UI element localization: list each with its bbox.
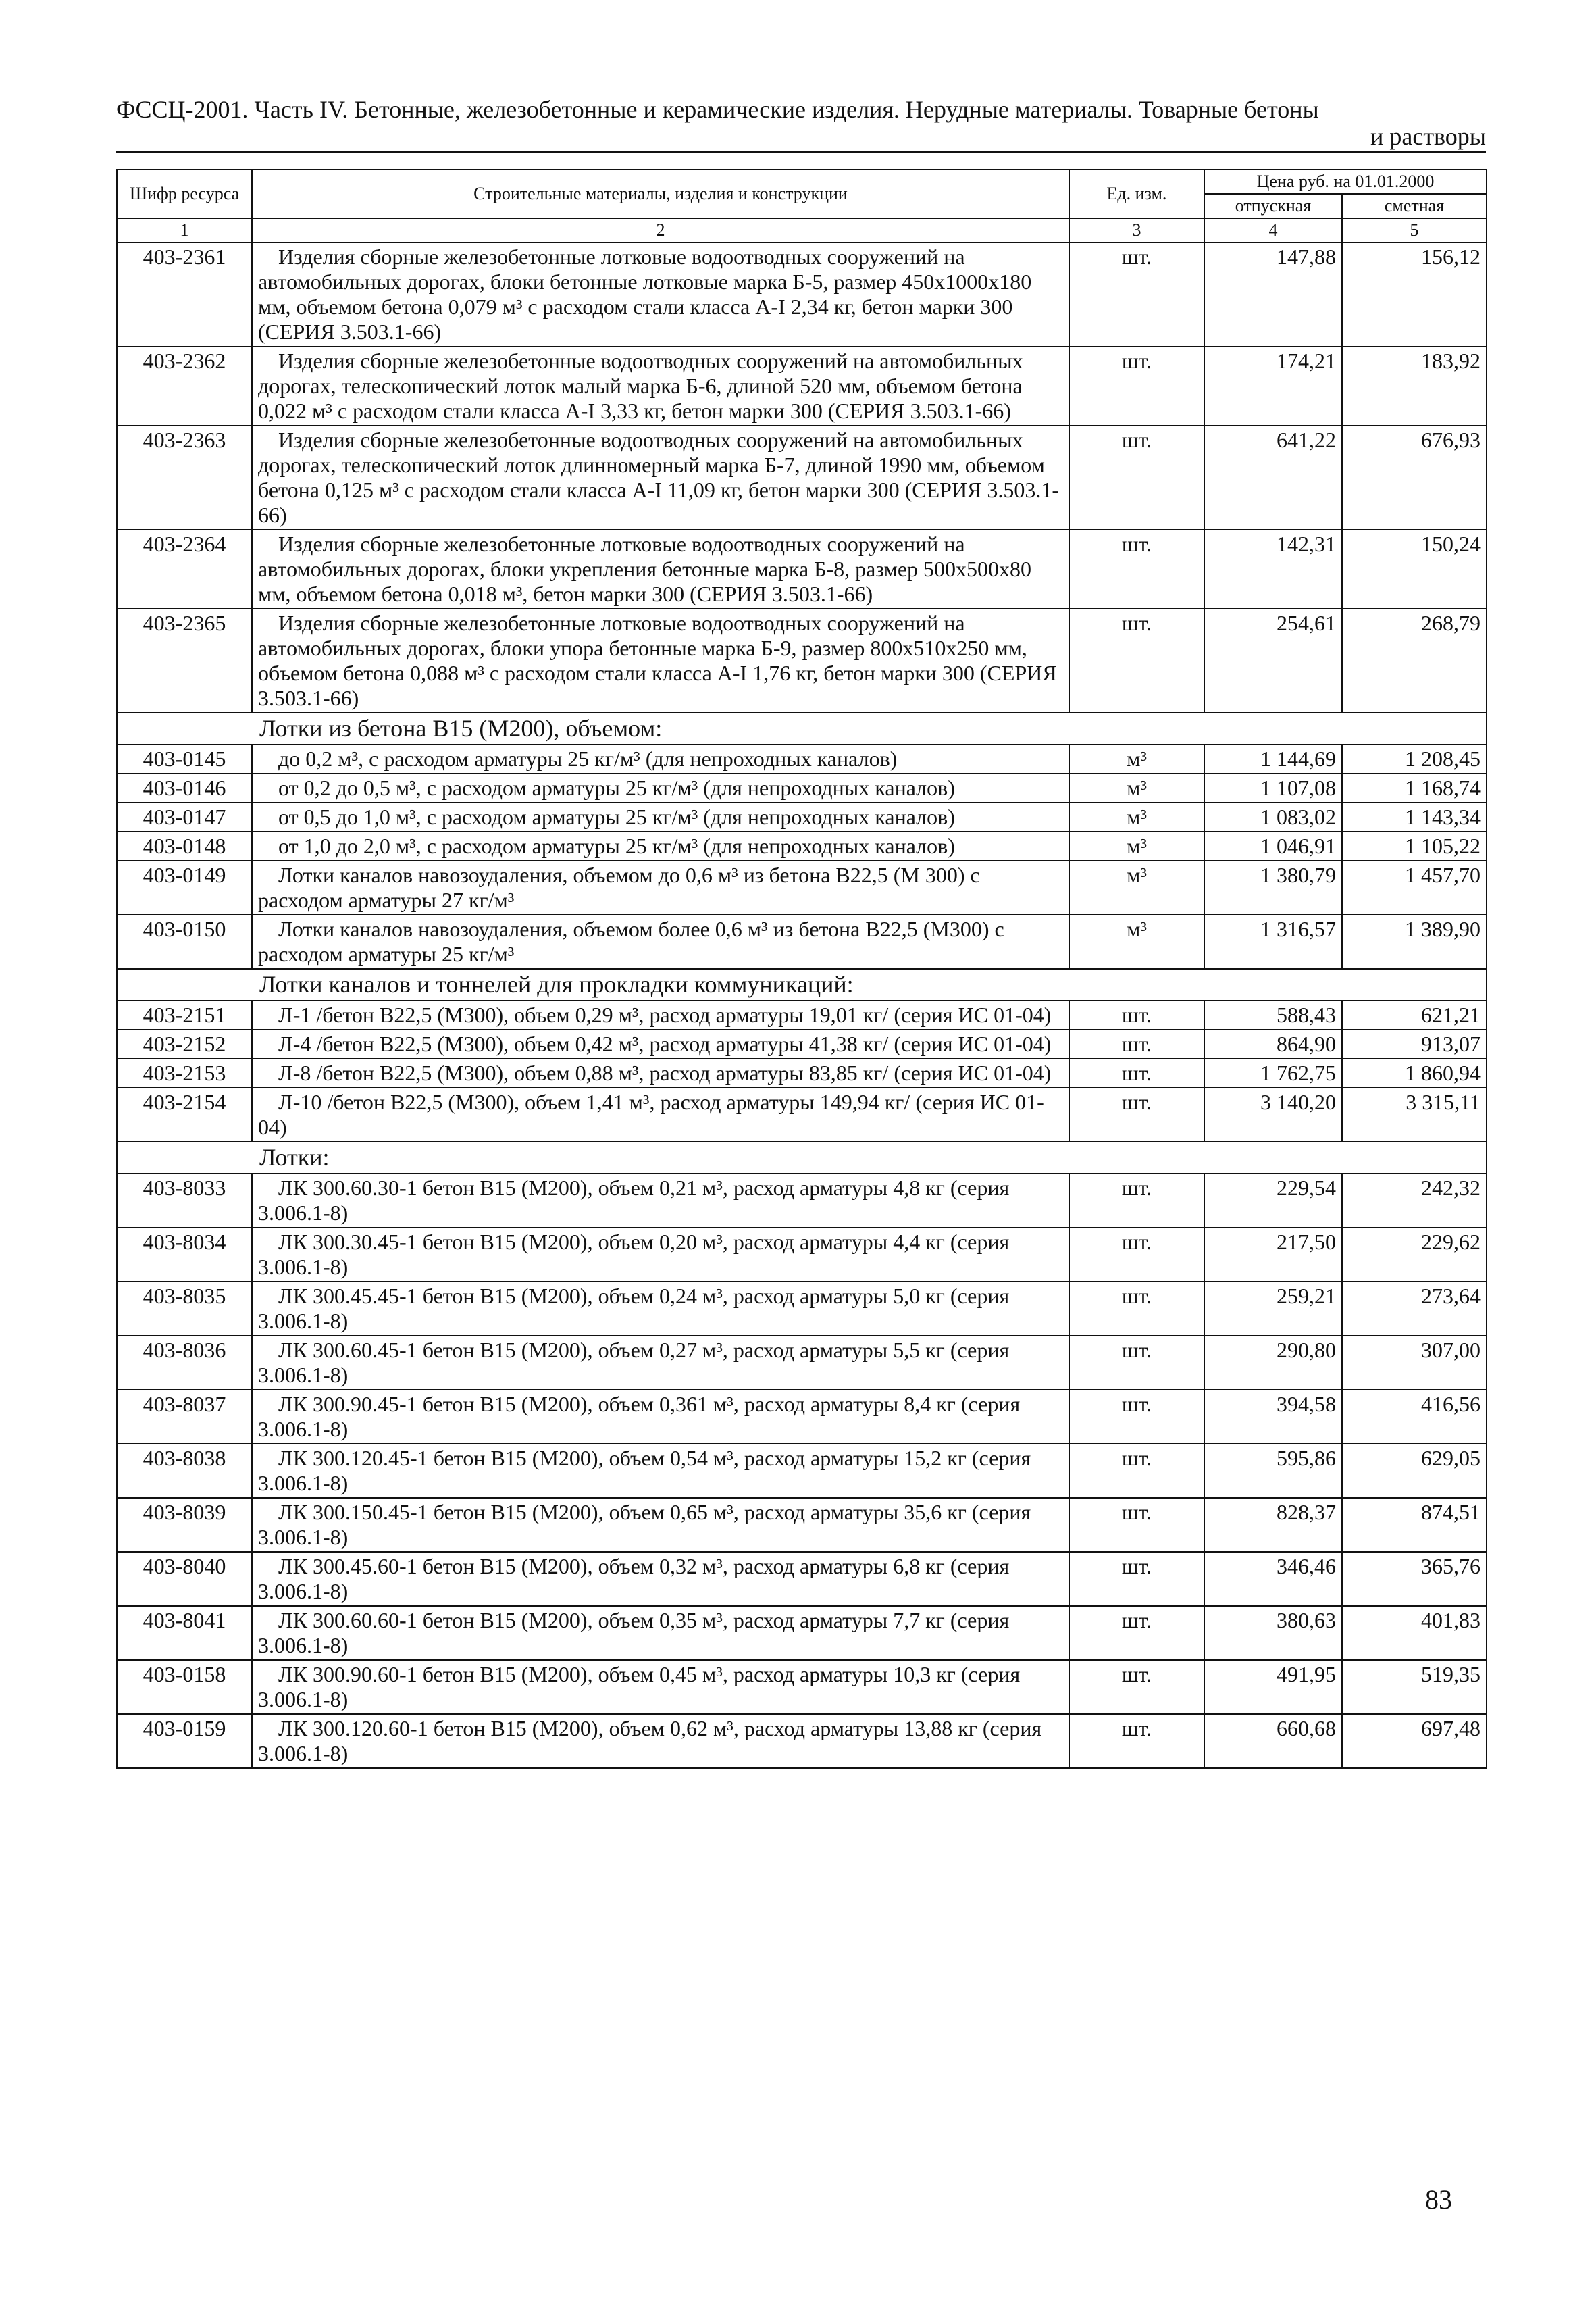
item-description: до 0,2 м³, с расходом арматуры 25 кг/м³ (для непроходных каналов) [252, 745, 1069, 774]
table-row [117, 243, 1487, 347]
release-price: 595,86 [1204, 1444, 1342, 1498]
unit-cell: шт. [1069, 426, 1204, 530]
unit-cell: шт. [1069, 1030, 1204, 1059]
item-description: от 0,2 до 0,5 м³, с расходом арматуры 25 кг/м³ (для непроходных каналов) [252, 774, 1069, 803]
column-number: 5 [1342, 218, 1487, 243]
estimate-price: 1 860,94 [1342, 1059, 1487, 1088]
unit-cell: шт. [1069, 1660, 1204, 1714]
unit-cell: м³ [1069, 915, 1204, 969]
section-title: Лотки из бетона В15 (М200), объемом: [117, 713, 1487, 745]
estimate-price: 401,83 [1342, 1606, 1487, 1660]
section-row [117, 1142, 1487, 1174]
item-description: Лотки каналов навозоудаления, объемом до 0,6 м³ из бетона В22,5 (М 300) с расходом арматуры 27 кг/м³ [252, 861, 1069, 915]
release-price: 380,63 [1204, 1606, 1342, 1660]
item-description: ЛК 300.45.60-1 бетон В15 (М200), объем 0,32 м³, расход арматуры 6,8 кг (серия 3.006.1-8) [252, 1552, 1069, 1606]
estimate-price: 365,76 [1342, 1552, 1487, 1606]
unit-cell: шт. [1069, 1282, 1204, 1336]
resource-code: 403-8034 [117, 1228, 252, 1282]
resource-code: 403-8039 [117, 1498, 252, 1552]
item-description: ЛК 300.60.30-1 бетон В15 (М200), объем 0,21 м³, расход арматуры 4,8 кг (серия 3.006.1-8) [252, 1174, 1069, 1228]
release-price: 346,46 [1204, 1552, 1342, 1606]
table-row [117, 347, 1487, 426]
resource-code: 403-8038 [117, 1444, 252, 1498]
release-price: 259,21 [1204, 1282, 1342, 1336]
table-row [117, 426, 1487, 530]
table-body [117, 243, 1487, 1768]
resource-code: 403-0147 [117, 803, 252, 832]
unit-cell: шт. [1069, 530, 1204, 609]
column-number: 3 [1069, 218, 1204, 243]
release-price: 1 762,75 [1204, 1059, 1342, 1088]
table-row [117, 745, 1487, 774]
release-price: 229,54 [1204, 1174, 1342, 1228]
unit-cell: м³ [1069, 745, 1204, 774]
estimate-price: 156,12 [1342, 243, 1487, 347]
resource-code: 403-8037 [117, 1390, 252, 1444]
item-description: Изделия сборные железобетонные водоотводных сооружений на автомобильных дорогах, телескопический лоток длинномерный марка Б-7, длиной 1990 мм, объемом бетона 0,125 м³ с расходом стали класса А-I 11,09 кг, бетон марки 300 (СЕРИЯ 3.503.1-66) [252, 426, 1069, 530]
unit-cell: м³ [1069, 861, 1204, 915]
release-price: 142,31 [1204, 530, 1342, 609]
estimate-price: 621,21 [1342, 1001, 1487, 1030]
table-row [117, 861, 1487, 915]
item-description: ЛК 300.60.45-1 бетон В15 (М200), объем 0,27 м³, расход арматуры 5,5 кг (серия 3.006.1-8) [252, 1336, 1069, 1390]
resource-code: 403-2153 [117, 1059, 252, 1088]
release-price: 174,21 [1204, 347, 1342, 426]
item-description: от 1,0 до 2,0 м³, с расходом арматуры 25 кг/м³ (для непроходных каналов) [252, 832, 1069, 861]
table-row [117, 1059, 1487, 1088]
release-price: 660,68 [1204, 1714, 1342, 1768]
resource-code: 403-0145 [117, 745, 252, 774]
column-header-code: Шифр ресурса [117, 170, 252, 218]
table-row [117, 1498, 1487, 1552]
unit-cell: шт. [1069, 1336, 1204, 1390]
release-price: 1 316,57 [1204, 915, 1342, 969]
estimate-price: 307,00 [1342, 1336, 1487, 1390]
resource-code: 403-8040 [117, 1552, 252, 1606]
item-description: Изделия сборные железобетонные водоотводных сооружений на автомобильных дорогах, телескопический лоток малый марка Б-6, длиной 520 мм, объемом бетона 0,022 м³ с расходом стали класса А-I 3,33 кг, бетон марки 300 (СЕРИЯ 3.503.1-66) [252, 347, 1069, 426]
resource-code: 403-0146 [117, 774, 252, 803]
column-header-estimate-price: сметная [1342, 194, 1487, 218]
resource-code: 403-8035 [117, 1282, 252, 1336]
resource-code: 403-0159 [117, 1714, 252, 1768]
estimate-price: 913,07 [1342, 1030, 1487, 1059]
page-header [116, 96, 1486, 153]
estimate-price: 183,92 [1342, 347, 1487, 426]
item-description: Л-1 /бетон В22,5 (М300), объем 0,29 м³, расход арматуры 19,01 кг/ (серия ИС 01-04) [252, 1001, 1069, 1030]
item-description: ЛК 300.150.45-1 бетон В15 (М200), объем 0,65 м³, расход арматуры 35,6 кг (серия 3.006.1-8) [252, 1498, 1069, 1552]
item-description: Изделия сборные железобетонные лотковые водоотводных сооружений на автомобильных дорогах, блоки бетонные лотковые марка Б-5, размер 450х1000х180 мм, объемом бетона 0,079 м³ с расходом стали класса А-I 2,34 кг, бетон марки 300 (СЕРИЯ 3.503.1-66) [252, 243, 1069, 347]
resource-code: 403-2152 [117, 1030, 252, 1059]
table-row [117, 1228, 1487, 1282]
item-description: ЛК 300.45.45-1 бетон В15 (М200), объем 0,24 м³, расход арматуры 5,0 кг (серия 3.006.1-8) [252, 1282, 1069, 1336]
item-description: Изделия сборные железобетонные лотковые водоотводных сооружений на автомобильных дорогах, блоки укрепления бетонные марка Б-8, размер 500х500х80 мм, объемом бетона 0,018 м³, бетон марки 300 (СЕРИЯ 3.503.1-66) [252, 530, 1069, 609]
unit-cell: м³ [1069, 832, 1204, 861]
estimate-price: 676,93 [1342, 426, 1487, 530]
column-header-release-price: отпускная [1204, 194, 1342, 218]
section-title: Лотки каналов и тоннелей для прокладки коммуникаций: [117, 969, 1487, 1001]
table-row [117, 1336, 1487, 1390]
column-header-name: Строительные материалы, изделия и конструкции [252, 170, 1069, 218]
resource-code: 403-0149 [117, 861, 252, 915]
resource-code: 403-2363 [117, 426, 252, 530]
table-row [117, 1088, 1487, 1142]
unit-cell: шт. [1069, 1228, 1204, 1282]
estimate-price: 629,05 [1342, 1444, 1487, 1498]
table-row [117, 774, 1487, 803]
item-description: Лотки каналов навозоудаления, объемом более 0,6 м³ из бетона В22,5 (М300) с расходом арматуры 25 кг/м³ [252, 915, 1069, 969]
resource-code: 403-2361 [117, 243, 252, 347]
resource-code: 403-0158 [117, 1660, 252, 1714]
release-price: 1 144,69 [1204, 745, 1342, 774]
unit-cell: шт. [1069, 609, 1204, 713]
estimate-price: 242,32 [1342, 1174, 1487, 1228]
section-row [117, 713, 1487, 745]
section-title: Лотки: [117, 1142, 1487, 1174]
unit-cell: шт. [1069, 1059, 1204, 1088]
table-row [117, 1606, 1487, 1660]
unit-cell: шт. [1069, 243, 1204, 347]
release-price: 394,58 [1204, 1390, 1342, 1444]
unit-cell: м³ [1069, 803, 1204, 832]
release-price: 1 046,91 [1204, 832, 1342, 861]
release-price: 3 140,20 [1204, 1088, 1342, 1142]
estimate-price: 1 208,45 [1342, 745, 1487, 774]
header-title-line-2: и растворы [1370, 123, 1486, 150]
table-row [117, 1444, 1487, 1498]
unit-cell: шт. [1069, 1444, 1204, 1498]
table-row [117, 1174, 1487, 1228]
item-description: Л-8 /бетон В22,5 (М300), объем 0,88 м³, расход арматуры 83,85 кг/ (серия ИС 01-04) [252, 1059, 1069, 1088]
estimate-price: 229,62 [1342, 1228, 1487, 1282]
item-description: ЛК 300.30.45-1 бетон В15 (М200), объем 0,20 м³, расход арматуры 4,4 кг (серия 3.006.1-8) [252, 1228, 1069, 1282]
resource-code: 403-0148 [117, 832, 252, 861]
estimate-price: 1 105,22 [1342, 832, 1487, 861]
release-price: 1 107,08 [1204, 774, 1342, 803]
resource-code: 403-8041 [117, 1606, 252, 1660]
release-price: 1 380,79 [1204, 861, 1342, 915]
estimate-price: 150,24 [1342, 530, 1487, 609]
item-description: Изделия сборные железобетонные лотковые водоотводных сооружений на автомобильных дорогах, блоки упора бетонные марка Б-9, размер 800х510х250 мм, объемом бетона 0,088 м³ с расходом стали класса А-I 1,76 кг, бетон марки 300 (СЕРИЯ 3.503.1-66) [252, 609, 1069, 713]
release-price: 147,88 [1204, 243, 1342, 347]
release-price: 641,22 [1204, 426, 1342, 530]
release-price: 491,95 [1204, 1660, 1342, 1714]
unit-cell: шт. [1069, 1001, 1204, 1030]
release-price: 254,61 [1204, 609, 1342, 713]
estimate-price: 874,51 [1342, 1498, 1487, 1552]
unit-cell: шт. [1069, 1714, 1204, 1768]
estimate-price: 273,64 [1342, 1282, 1487, 1336]
release-price: 588,43 [1204, 1001, 1342, 1030]
estimate-price: 519,35 [1342, 1660, 1487, 1714]
unit-cell: шт. [1069, 1390, 1204, 1444]
estimate-price: 1 168,74 [1342, 774, 1487, 803]
resource-code: 403-0150 [117, 915, 252, 969]
table-row [117, 1552, 1487, 1606]
section-row [117, 969, 1487, 1001]
table-row [117, 832, 1487, 861]
estimate-price: 3 315,11 [1342, 1088, 1487, 1142]
estimate-price: 1 389,90 [1342, 915, 1487, 969]
estimate-price: 1 457,70 [1342, 861, 1487, 915]
unit-cell: шт. [1069, 347, 1204, 426]
release-price: 1 083,02 [1204, 803, 1342, 832]
resource-code: 403-2362 [117, 347, 252, 426]
release-price: 864,90 [1204, 1030, 1342, 1059]
item-description: Л-4 /бетон В22,5 (М300), объем 0,42 м³, расход арматуры 41,38 кг/ (серия ИС 01-04) [252, 1030, 1069, 1059]
table-row [117, 1390, 1487, 1444]
header-title-line-1: ФССЦ-2001. Часть IV. Бетонные, железобетонные и керамические изделия. Нерудные материалы. Товарные бетоны [116, 96, 1319, 123]
column-number: 2 [252, 218, 1069, 243]
item-description: от 0,5 до 1,0 м³, с расходом арматуры 25 кг/м³ (для непроходных каналов) [252, 803, 1069, 832]
estimate-price: 268,79 [1342, 609, 1487, 713]
resource-code: 403-2365 [117, 609, 252, 713]
table-row [117, 609, 1487, 713]
page-number: 83 [1425, 2184, 1452, 2215]
item-description: ЛК 300.120.60-1 бетон В15 (М200), объем 0,62 м³, расход арматуры 13,88 кг (серия 3.006.1-8) [252, 1714, 1069, 1768]
resource-code: 403-2154 [117, 1088, 252, 1142]
release-price: 290,80 [1204, 1336, 1342, 1390]
table-row [117, 1714, 1487, 1768]
column-number: 4 [1204, 218, 1342, 243]
unit-cell: шт. [1069, 1088, 1204, 1142]
price-table [116, 169, 1487, 1769]
table-row [117, 1030, 1487, 1059]
column-header-unit: Ед. изм. [1069, 170, 1204, 218]
item-description: ЛК 300.90.45-1 бетон В15 (М200), объем 0,361 м³, расход арматуры 8,4 кг (серия 3.006.1-8) [252, 1390, 1069, 1444]
table-row [117, 1282, 1487, 1336]
estimate-price: 416,56 [1342, 1390, 1487, 1444]
table-row [117, 803, 1487, 832]
resource-code: 403-2151 [117, 1001, 252, 1030]
unit-cell: м³ [1069, 774, 1204, 803]
item-description: Л-10 /бетон В22,5 (М300), объем 1,41 м³, расход арматуры 149,94 кг/ (серия ИС 01-04) [252, 1088, 1069, 1142]
item-description: ЛК 300.60.60-1 бетон В15 (М200), объем 0,35 м³, расход арматуры 7,7 кг (серия 3.006.1-8) [252, 1606, 1069, 1660]
column-header-price-group: Цена руб. на 01.01.2000 [1204, 170, 1487, 194]
unit-cell: шт. [1069, 1552, 1204, 1606]
unit-cell: шт. [1069, 1606, 1204, 1660]
column-number: 1 [117, 218, 252, 243]
table-row [117, 1001, 1487, 1030]
resource-code: 403-8036 [117, 1336, 252, 1390]
table-row [117, 530, 1487, 609]
release-price: 828,37 [1204, 1498, 1342, 1552]
release-price: 217,50 [1204, 1228, 1342, 1282]
unit-cell: шт. [1069, 1498, 1204, 1552]
table-row [117, 1660, 1487, 1714]
resource-code: 403-8033 [117, 1174, 252, 1228]
resource-code: 403-2364 [117, 530, 252, 609]
item-description: ЛК 300.90.60-1 бетон В15 (М200), объем 0,45 м³, расход арматуры 10,3 кг (серия 3.006.1-8) [252, 1660, 1069, 1714]
estimate-price: 1 143,34 [1342, 803, 1487, 832]
unit-cell: шт. [1069, 1174, 1204, 1228]
table-row [117, 915, 1487, 969]
item-description: ЛК 300.120.45-1 бетон В15 (М200), объем 0,54 м³, расход арматуры 15,2 кг (серия 3.006.1-8) [252, 1444, 1069, 1498]
estimate-price: 697,48 [1342, 1714, 1487, 1768]
